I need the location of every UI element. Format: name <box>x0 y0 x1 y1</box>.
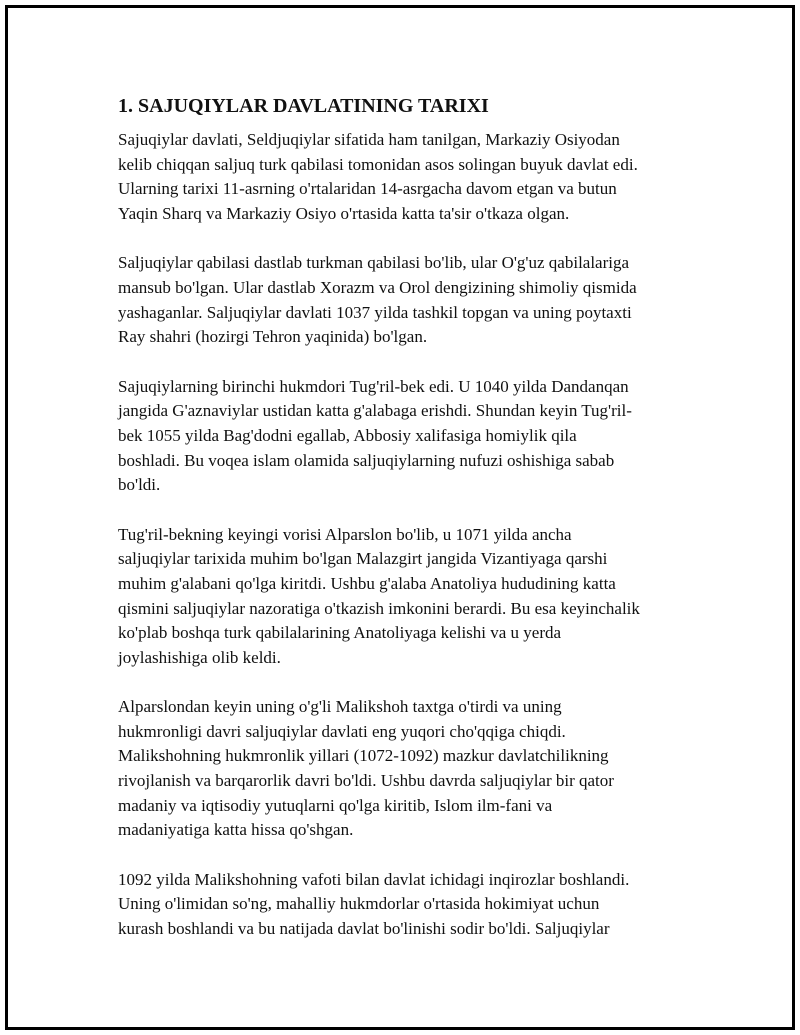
text-line: qismini saljuqiylar nazoratiga o'tkazish imkonini berardi. Bu esa keyinchalik <box>118 598 640 618</box>
text-line: Malikshohning hukmronlik yillari (1072-1092) mazkur davlatchilikning <box>118 746 609 766</box>
text-line: hukmronligi davri saljuqiylar davlati eng yuqori cho'qqiga chiqdi. <box>118 721 566 741</box>
text-line: bek 1055 yilda Bag'dodni egallab, Abbosiy xalifasiga homiylik qila <box>118 425 577 445</box>
text-line: Ularning tarixi 11-asrning o'rtalaridan 14-asrgacha davom etgan va butun <box>118 179 617 199</box>
paragraph-4 <box>118 523 678 671</box>
text-line: Yaqin Sharq va Markaziy Osiyo o'rtasida katta ta'sir o'tkaza olgan. <box>118 203 570 223</box>
section-heading: 1. SAJUQIYLAR DAVLATINING TARIXI <box>118 95 489 117</box>
document-body <box>118 92 678 967</box>
text-line: bo'ldi. <box>118 475 161 495</box>
text-line: Uning o'limidan so'ng, mahalliy hukmdorlar o'rtasida hokimiyat uchun <box>118 894 600 914</box>
text-line: boshladi. Bu voqea islam olamida saljuqiylarning nufuzi oshishiga sabab <box>118 450 615 470</box>
text-line: Tug'ril-bekning keyingi vorisi Alparslon bo'lib, u 1071 yilda ancha <box>118 524 572 544</box>
paragraph-3 <box>118 375 678 498</box>
text-line: 1092 yilda Malikshohning vafoti bilan davlat ichidagi inqirozlar boshlandi. <box>118 869 630 889</box>
text-line: kurash boshlandi va bu natijada davlat bo'linishi sodir bo'ldi. Saljuqiylar <box>118 919 610 939</box>
text-line: ko'plab boshqa turk qabilalarining Anatoliyaga kelishi va u yerda <box>118 623 562 643</box>
text-line: mansub bo'lgan. Ular dastlab Xorazm va Orol dengizining shimoliy qismida <box>118 277 637 297</box>
paragraph-1 <box>118 128 678 226</box>
text-line: Sajuqiylarning birinchi hukmdori Tug'ril-bek edi. U 1040 yilda Dandanqan <box>118 376 629 396</box>
text-line: jangida G'aznaviylar ustidan katta g'alabaga erishdi. Shundan keyin Tug'ril- <box>118 401 632 421</box>
text-line: kelib chiqqan saljuq turk qabilasi tomonidan asos solingan buyuk davlat edi. <box>118 154 638 174</box>
text-line: madaniy va iqtisodiy yutuqlarni qo'lga kiritib, Islom ilm-fani va <box>118 795 553 815</box>
text-line: madaniyatiga katta hissa qo'shgan. <box>118 820 354 840</box>
text-line: rivojlanish va barqarorlik davri bo'ldi. Ushbu davrda saljuqiylar bir qator <box>118 771 614 791</box>
paragraph-6 <box>118 868 678 942</box>
paragraph-5 <box>118 695 678 843</box>
text-line: Alparslondan keyin uning o'g'li Malikshoh taxtga o'tirdi va uning <box>118 697 562 717</box>
text-line: yashaganlar. Saljuqiylar davlati 1037 yilda tashkil topgan va uning poytaxti <box>118 302 632 322</box>
paragraph-2 <box>118 251 678 349</box>
text-line: Saljuqiylar qabilasi dastlab turkman qabilasi bo'lib, ular O'g'uz qabilalariga <box>118 253 630 273</box>
text-line: Ray shahri (hozirgi Tehron yaqinida) bo'lgan. <box>118 327 428 347</box>
text-line: muhim g'alabani qo'lga kiritdi. Ushbu g'alaba Anatoliya hududining katta <box>118 573 616 593</box>
text-line: saljuqiylar tarixida muhim bo'lgan Malazgirt jangida Vizantiyaga qarshi <box>118 549 608 569</box>
text-line: joylashishiga olib keldi. <box>118 647 281 667</box>
text-line: Sajuqiylar davlati, Seldjuqiylar sifatida ham tanilgan, Markaziy Osiyodan <box>118 130 620 149</box>
